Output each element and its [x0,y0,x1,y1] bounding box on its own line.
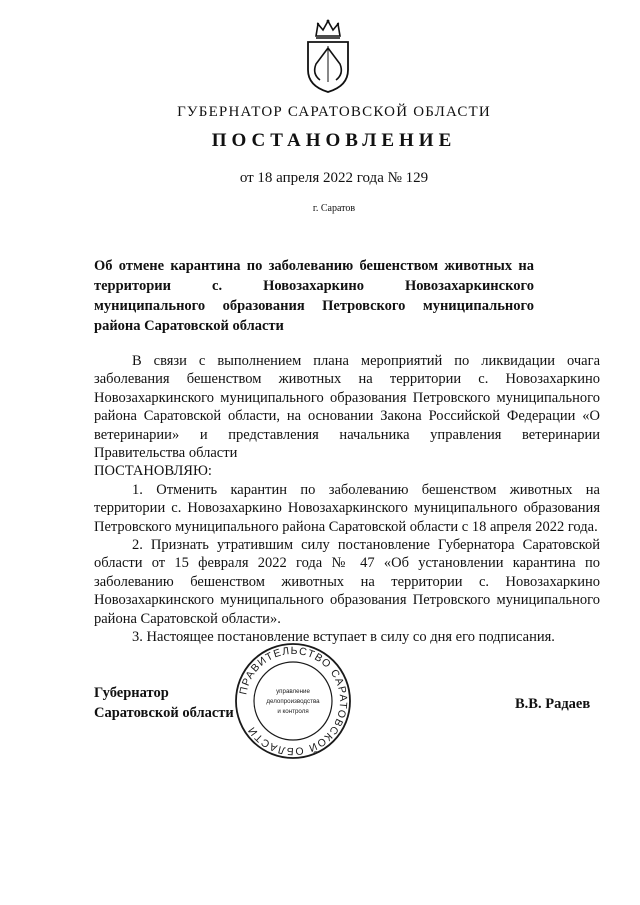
decree-item-1: 1. Отменить карантин по заболеванию бешенством животных на территории с. Новозахаркино Новозахаркинского муниципального образования Петровского муниципального района Саратовской области с 18 апреля 2022 года. [94,481,600,535]
stamp-inner-line-2: делопроизводства [266,698,320,705]
signatory-position-line-2: Саратовской области [94,705,234,721]
document-title: Об отмене карантина по заболеванию бешенством животных на территории с. Новозахаркино Новозахаркинского муниципального образования Петровского муниципального района Саратовской области [94,258,534,334]
stamp-inner-line-1: управление [276,688,310,695]
signatory-position [94,683,234,723]
document-date-number: от 18 апреля 2022 года № 129 [239,170,429,186]
signatory-name: В.В. Радаев [515,696,591,712]
document-city: г. Саратов [312,203,356,214]
decree-item-3: 3. Настоящее постановление вступает в силу со дня его подписания. [132,629,555,646]
saratov-coat-of-arms-icon [300,18,356,94]
decree-word: ПОСТАНОВЛЯЮ: [94,463,212,480]
preamble-paragraph: В связи с выполнением плана мероприятий по ликвидации очага заболевания бешенством животных на территории с. Новозахаркино Новозахаркинского муниципального образования Петровского муниципального района Саратовской области, на основании Закона Российской Федерации «О ветеринарии» и представления начальника управления ветеринарии Правительства области [94,353,600,462]
signatory-position-line-1: Губернатор [94,685,169,701]
decree-item-2: 2. Признать утратившим силу постановление Губернатора Саратовской области от 15 февраля 2022 года № 47 «Об установлении карантина по заболеванию бешенством животных на территории с. Новозахаркино Новозахаркинского муниципального образования Петровского муниципального района Саратовской области». [94,537,600,627]
document-type-heading: ПОСТАНОВЛЕНИЕ [211,130,457,151]
stamp-inner-line-3: и контроля [277,708,309,715]
document-body [94,352,600,647]
organization-heading: ГУБЕРНАТОР САРАТОВСКОЙ ОБЛАСТИ [177,104,491,120]
official-stamp [232,640,354,762]
stamp-outer-text: ПРАВИТЕЛЬСТВО САРАТОВСКОЙ ОБЛАСТИ [237,644,350,758]
